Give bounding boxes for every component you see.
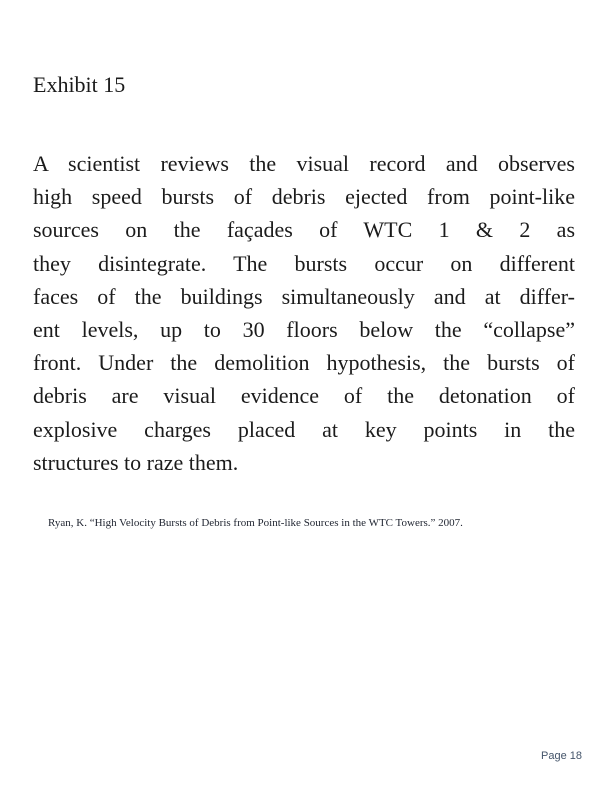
- paragraph-line: front. Under the demolition hypothesis, the bursts of: [33, 350, 575, 376]
- paragraph-line: debris are visual evidence of the detonation of: [33, 383, 575, 409]
- paragraph-line: ent levels, up to 30 floors below the “collapse”: [33, 317, 575, 343]
- body-paragraph: [33, 147, 575, 479]
- paragraph-line: they disintegrate. The bursts occur on different: [33, 250, 575, 276]
- paragraph-line: sources on the façades of WTC 1 & 2 as: [33, 217, 575, 243]
- paragraph-line: structures to raze them.: [33, 449, 239, 475]
- paragraph-line: explosive charges placed at key points in the: [33, 416, 575, 442]
- paragraph-line: faces of the buildings simultaneously and at differ-: [33, 283, 575, 309]
- paragraph-line: high speed bursts of debris ejected from point-like: [33, 184, 575, 210]
- exhibit-heading: Exhibit 15: [33, 72, 126, 97]
- paragraph-line: A scientist reviews the visual record and observes: [33, 151, 575, 176]
- page-number: Page 18: [541, 750, 582, 762]
- citation: Ryan, K. “High Velocity Bursts of Debris from Point-like Sources in the WTC Towers.” 2007.: [48, 517, 463, 529]
